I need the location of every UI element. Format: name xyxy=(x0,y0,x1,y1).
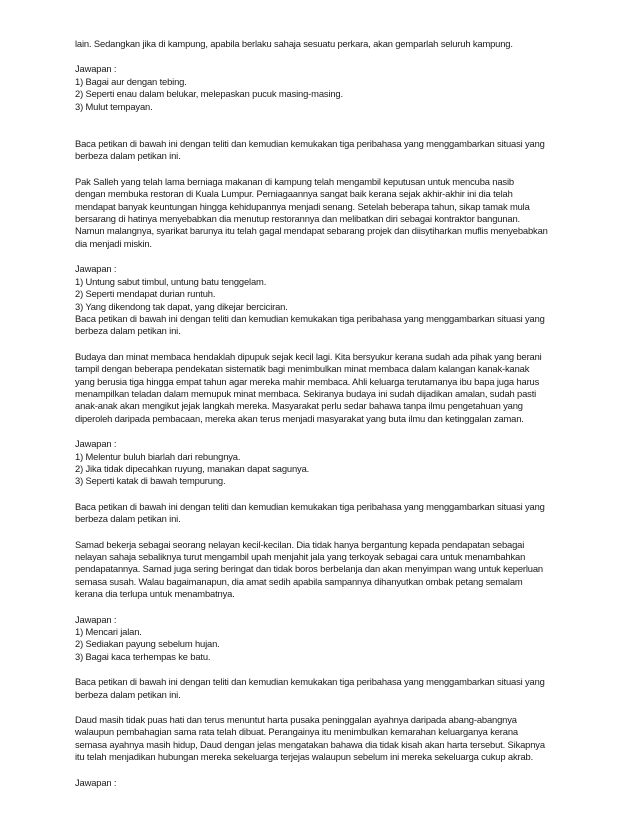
passage-line: Samad bekerja sebagai seorang nelayan kecil-kecilan. Dia tidak hanya bergantung kepada pendapatan sebagai xyxy=(75,538,525,550)
passage-line: menampilkan teladan dalam memupuk minat membaca. Sekiranya budaya ini sudah dijadikan amalan, sudah pasti xyxy=(75,387,537,399)
question-line: Baca petikan di bawah ini dengan teliti dan kemudian kemukakan tiga peribahasa yang menggambarkan situasi yang xyxy=(75,500,545,512)
question-line: berbeza dalam petikan ini. xyxy=(75,325,181,337)
answer-item: 1) Mencari jalan. xyxy=(75,626,142,638)
question-line: berbeza dalam petikan ini. xyxy=(75,513,181,525)
question-line: Baca petikan di bawah ini dengan teliti dan kemudian kemukakan tiga peribahasa yang menggambarkan situasi yang xyxy=(75,138,545,150)
passage-line: mendapat banyak keuntungan hingga kehidupannya menjadi senang. Setelah beberapa tahun, sikap tamak mula xyxy=(75,200,530,212)
answer-list xyxy=(75,63,575,113)
answer-item: 2) Sediakan payung sebelum hujan. xyxy=(75,638,220,650)
passage-line: bersarang di hatinya menyebabkan dia menutup restorannya dan melibatkan diri sebagai kontraktor bangunan. xyxy=(75,213,520,225)
answer-label: Jawapan : xyxy=(75,776,117,788)
passage-line: walaupun pembahagian sama rata telah dibuat. Perangainya itu menimbulkan kemarahan keluarganya kerana xyxy=(75,726,518,738)
passage-line: dengan membuka restoran di Kuala Lumpur. Perniagaannya sangat baik kerana sejak akhir-akhir ini dia telah xyxy=(75,188,513,200)
passage-line: tampil dengan beberapa pendekatan sistematik bagi menimbulkan minat membaca dalam kalangan kanak-kanak xyxy=(75,363,530,375)
passage xyxy=(75,351,575,425)
answer-item: 3) Seperti katak di bawah tempurung. xyxy=(75,475,226,487)
passage-line: Pak Salleh yang telah lama berniaga makanan di kampung telah mengambil keputusan untuk mencuba nasib xyxy=(75,175,514,187)
passage-line: anak-anak akan mengikut jejak langkah mereka. Masyarakat perlu sedar bahawa tanpa ilmu pengetahuan yang xyxy=(75,400,523,412)
question-prompt xyxy=(75,138,575,163)
document-page xyxy=(75,38,575,789)
passage xyxy=(75,539,575,601)
question-line: Baca petikan di bawah ini dengan teliti dan kemudian kemukakan tiga peribahasa yang menggambarkan situasi yang xyxy=(75,676,545,688)
passage-line: semasa susah. Walau bagaimanapun, dia amat sedih apabila sampannya dihanyutkan ombak petang semalam xyxy=(75,575,523,587)
answer-label: Jawapan : xyxy=(75,263,117,275)
answer-label: Jawapan : xyxy=(75,613,117,625)
answer-item: 2) Jika tidak dipecahkan ruyung, manakan dapat sagunya. xyxy=(75,462,310,474)
answer-list xyxy=(75,438,575,488)
passage xyxy=(75,714,575,764)
passage-line: dia menjadi miskin. xyxy=(75,237,152,249)
passage-line: pendapatannya. Samad juga sering beringat dan tidak boros berbelanja dan akan menyimpan wang untuk keperluan xyxy=(75,563,543,575)
question-prompt xyxy=(75,676,575,701)
question-line: berbeza dalam petikan ini. xyxy=(75,150,181,162)
passage-line: Budaya dan minat membaca hendaklah dipupuk sejak kecil lagi. Kita bersyukur kerana sudah ada pihak yang berani xyxy=(75,350,542,362)
answer-item: 2) Seperti mendapat durian runtuh. xyxy=(75,288,216,300)
question-prompt xyxy=(75,501,575,526)
passage-line: itu telah menjadikan hubungan mereka sekeluarga terjejas walaupun sebelum ini mereka sekeluarga cukup akrab. xyxy=(75,751,534,763)
answer-label: Jawapan : xyxy=(75,438,117,450)
question-line: Baca petikan di bawah ini dengan teliti dan kemudian kemukakan tiga peribahasa yang menggambarkan situasi yang xyxy=(75,312,545,324)
passage-line: Namun malangnya, syarikat barunya itu telah gagal mendapat sebarang projek dan diisytiharkan muflis menyebabkan xyxy=(75,225,548,237)
answer-item: 1) Melentur buluh biarlah dari rebungnya. xyxy=(75,450,241,462)
passage-line: semasa ayahnya masih hidup, Daud dengan jelas mengatakan bahawa dia tidak kisah akan harta tersebut. Sikapnya xyxy=(75,738,545,750)
passage-line: diperoleh daripada pembacaan, mereka akan terus menjadi masyarakat yang buta ilmu dan ketinggalan zaman. xyxy=(75,412,524,424)
passage-line: kerana dia terlupa untuk menambatnya. xyxy=(75,588,235,600)
answer-list xyxy=(75,777,575,789)
answer-item: 2) Seperti enau dalam belukar, melepaskan pucuk masing-masing. xyxy=(75,88,343,100)
answer-item: 3) Yang dikendong tak dapat, yang dikejar berciciran. xyxy=(75,300,288,312)
answer-label: Jawapan : xyxy=(75,63,117,75)
passage-line: yang berusia tiga hingga empat tahun agar mereka mahir membaca. Ahli keluarga terutamanya ibu bapa juga harus xyxy=(75,375,540,387)
passage-line: lain. Sedangkan jika di kampung, apabila berlaku sahaja sesuatu perkara, akan gemparlah seluruh kampung. xyxy=(75,38,513,49)
passage xyxy=(75,38,575,50)
passage xyxy=(75,176,575,250)
question-prompt xyxy=(75,313,575,338)
question-line: berbeza dalam petikan ini. xyxy=(75,688,181,700)
answer-list xyxy=(75,614,575,664)
passage-line: nelayan sahaja sebaliknya turut mengambil upah menjahit jala yang terkoyak sebagai cara untuk menambahkan xyxy=(75,551,526,562)
answer-list xyxy=(75,263,575,313)
answer-item: 1) Untung sabut timbul, untung batu tenggelam. xyxy=(75,275,267,287)
passage-line: Daud masih tidak puas hati dan terus menuntut harta pusaka peninggalan ayahnya daripada abang-abangnya xyxy=(75,714,517,726)
answer-item: 1) Bagai aur dengan tebing. xyxy=(75,75,187,87)
answer-item: 3) Mulut tempayan. xyxy=(75,100,153,112)
answer-item: 3) Bagai kaca terhempas ke batu. xyxy=(75,650,211,662)
